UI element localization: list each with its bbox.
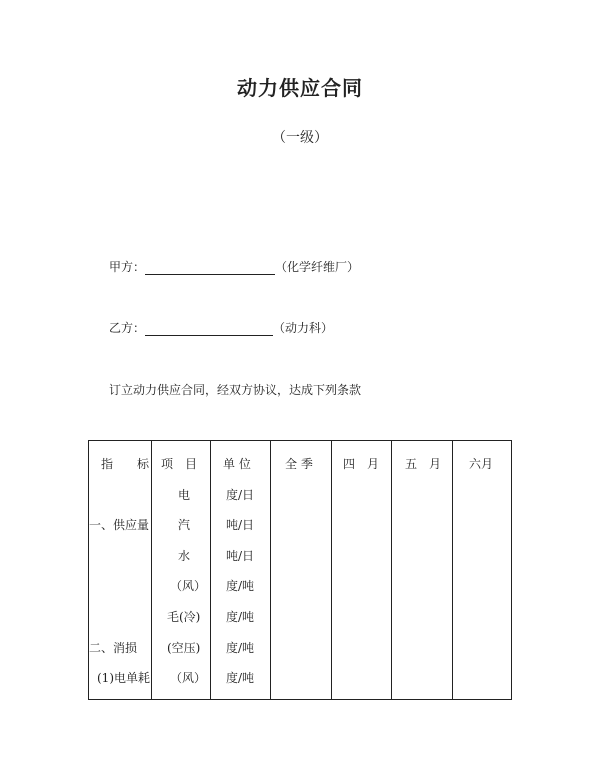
item-cell: 电	[178, 488, 191, 502]
contract-title: 动力供应合同	[237, 76, 363, 100]
unit-cell: 度/吨	[226, 671, 255, 685]
item-cell: （风）	[170, 579, 207, 593]
unit-cell: 度/日	[226, 488, 255, 502]
unit-cell: 度/吨	[226, 579, 255, 593]
item-cell: （风）	[170, 671, 207, 685]
column-divider	[270, 441, 271, 699]
column-divider	[151, 441, 152, 699]
intro-text: 订立动力供应合同，经双方协议，达成下列条款	[109, 383, 362, 397]
item-cell: 水	[178, 549, 191, 563]
party-a-fill-line[interactable]	[145, 260, 275, 275]
party-b-label: 乙方：	[109, 321, 146, 335]
party-b-fill-line[interactable]	[145, 321, 273, 336]
party-a-row	[109, 258, 359, 275]
party-a-label: 甲方：	[109, 260, 146, 274]
contract-subtitle: （一级）	[272, 130, 328, 146]
column-divider	[452, 441, 453, 699]
item-cell: 汽	[178, 518, 191, 532]
header-indicator: 指 标	[101, 457, 150, 471]
header-june: 六月	[469, 457, 494, 471]
party-b-note: （动力科）	[273, 321, 334, 335]
unit-cell: 吨/日	[226, 549, 255, 563]
header-april: 四 月	[343, 457, 380, 471]
unit-cell: 吨/日	[226, 518, 255, 532]
supply-table	[88, 440, 512, 700]
party-b-row	[109, 319, 333, 336]
column-divider	[210, 441, 211, 699]
party-a-note: （化学纤维厂）	[275, 260, 360, 274]
header-item: 项 目	[161, 457, 198, 471]
unit-cell: 度/吨	[226, 641, 255, 655]
item-cell: (空压)	[167, 641, 201, 655]
item-cell: 毛(冷)	[167, 610, 201, 624]
indicator-loss: 二、消损	[89, 641, 138, 655]
indicator-supply: 一、供应量	[89, 518, 150, 532]
column-divider	[331, 441, 332, 699]
header-unit: 单 位	[223, 457, 251, 471]
column-divider	[391, 441, 392, 699]
unit-cell: 度/吨	[226, 610, 255, 624]
header-may: 五 月	[405, 457, 442, 471]
header-full-season: 全 季	[285, 457, 313, 471]
indicator-power-unit-consumption: (1)电单耗	[97, 671, 150, 685]
